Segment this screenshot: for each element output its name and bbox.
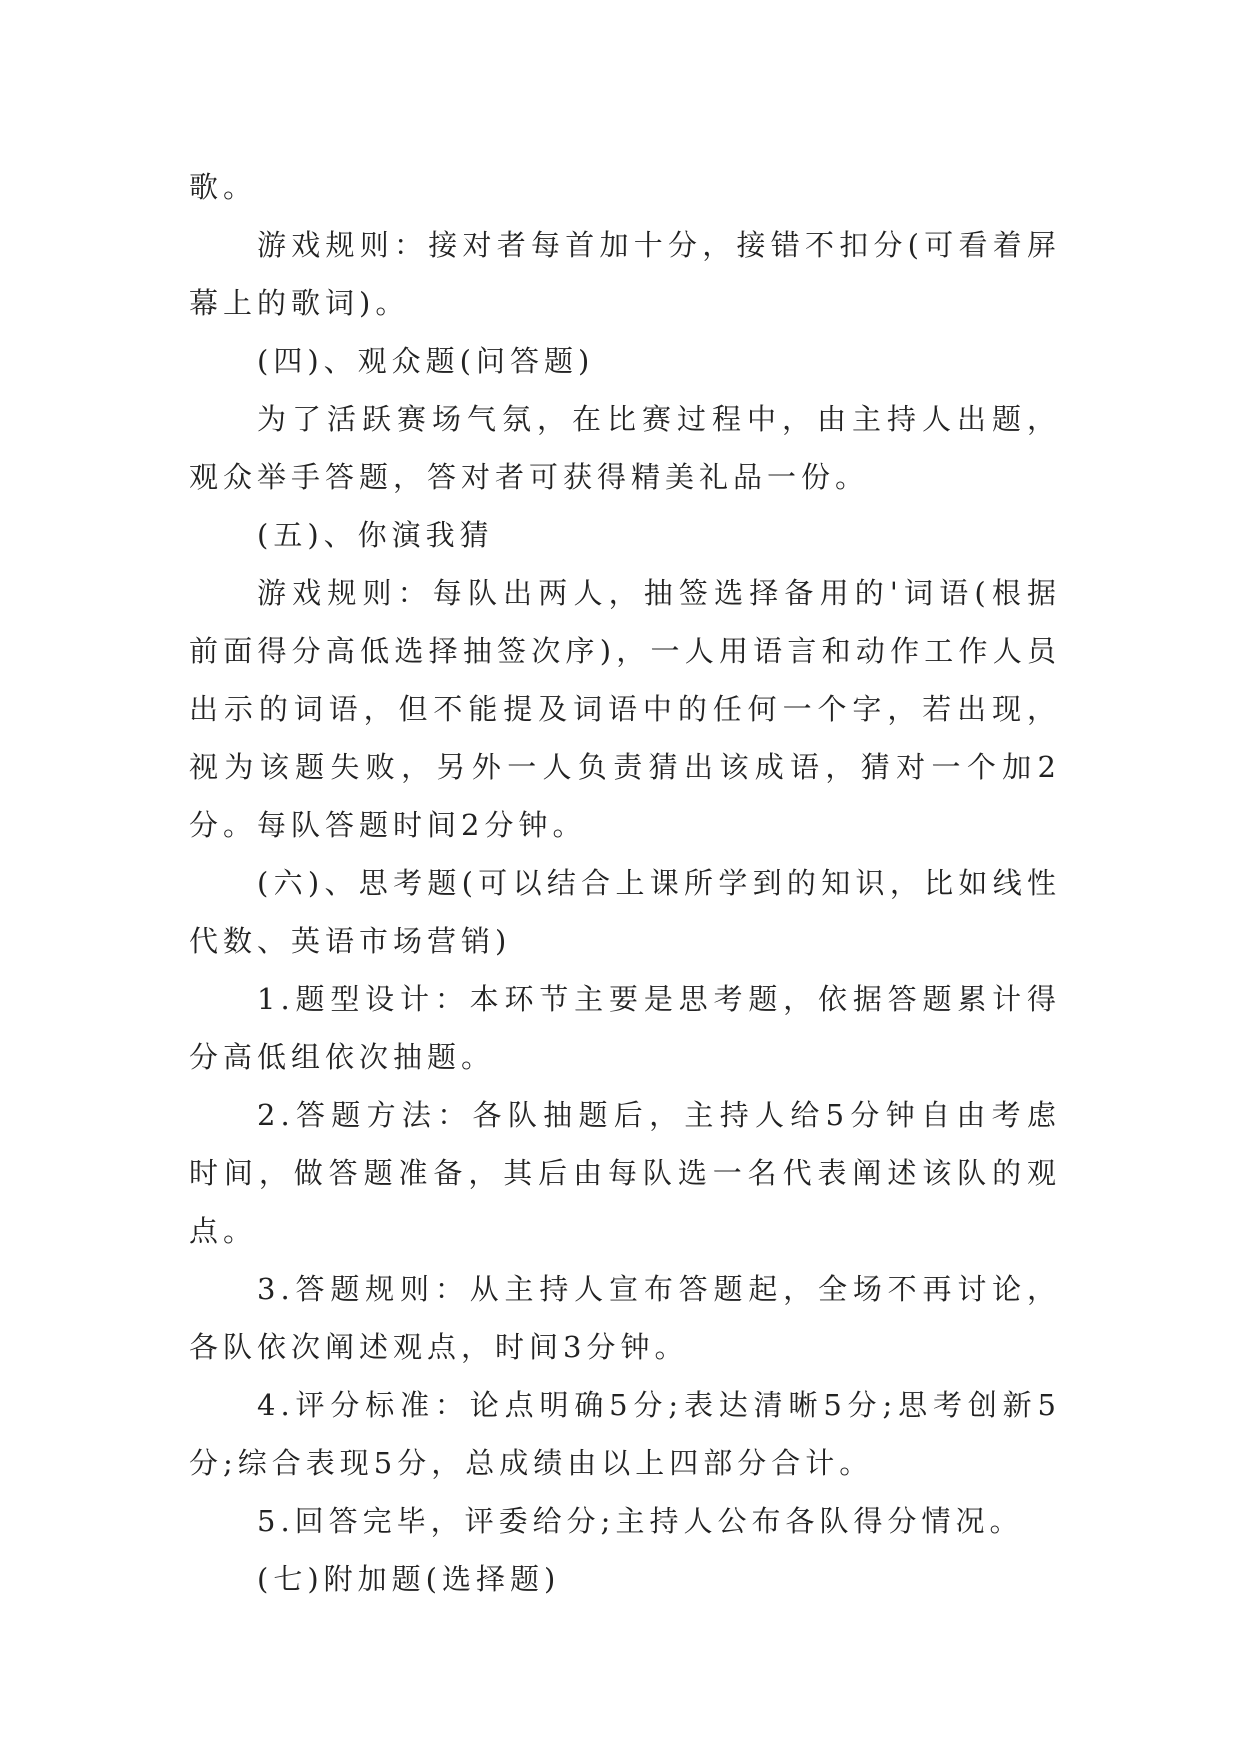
- list-item-3: 3.答题规则：从主持人宣布答题起，全场不再讨论，各队依次阐述观点，时间3分钟。: [189, 1272, 1061, 1364]
- section-heading-4: (四)、观众题(问答题): [257, 344, 595, 378]
- list-item-5: 5.回答完毕，评委给分;主持人公布各队得分情况。: [257, 1504, 1024, 1538]
- section-heading-6: (六)、思考题(可以结合上课所学到的知识，比如线性代数、英语市场营销): [189, 866, 1061, 958]
- list-item-4: 4.评分标准：论点明确5分;表达清晰5分;思考创新5分;综合表现5分，总成绩由以上四部分合计。: [189, 1388, 1061, 1480]
- section-heading-7: (七)附加题(选择题): [257, 1562, 561, 1596]
- paragraph-6: 游戏规则：每队出两人，抽签选择备用的'词语(根据前面得分高低选择抽签次序)，一人用语言和动作工作人员出示的词语，但不能提及词语中的任何一个字，若出现，视为该题失败，另外一人负责猜出该成语，猜对一个加2分。每队答题时间2分钟。: [189, 576, 1061, 842]
- list-item-2: 2.答题方法：各队抽题后，主持人给5分钟自由考虑时间，做答题准备，其后由每队选一名代表阐述该队的观点。: [189, 1098, 1061, 1248]
- document-page: [189, 158, 1061, 1608]
- paragraph-1: 歌。: [189, 170, 258, 204]
- list-item-1: 1.题型设计：本环节主要是思考题，依据答题累计得分高低组依次抽题。: [189, 982, 1061, 1074]
- section-heading-5: (五)、你演我猜: [257, 518, 494, 552]
- paragraph-2: 游戏规则：接对者每首加十分，接错不扣分(可看着屏幕上的歌词)。: [189, 228, 1061, 320]
- paragraph-4: 为了活跃赛场气氛，在比赛过程中，由主持人出题，观众举手答题，答对者可获得精美礼品一份。: [189, 402, 1061, 494]
